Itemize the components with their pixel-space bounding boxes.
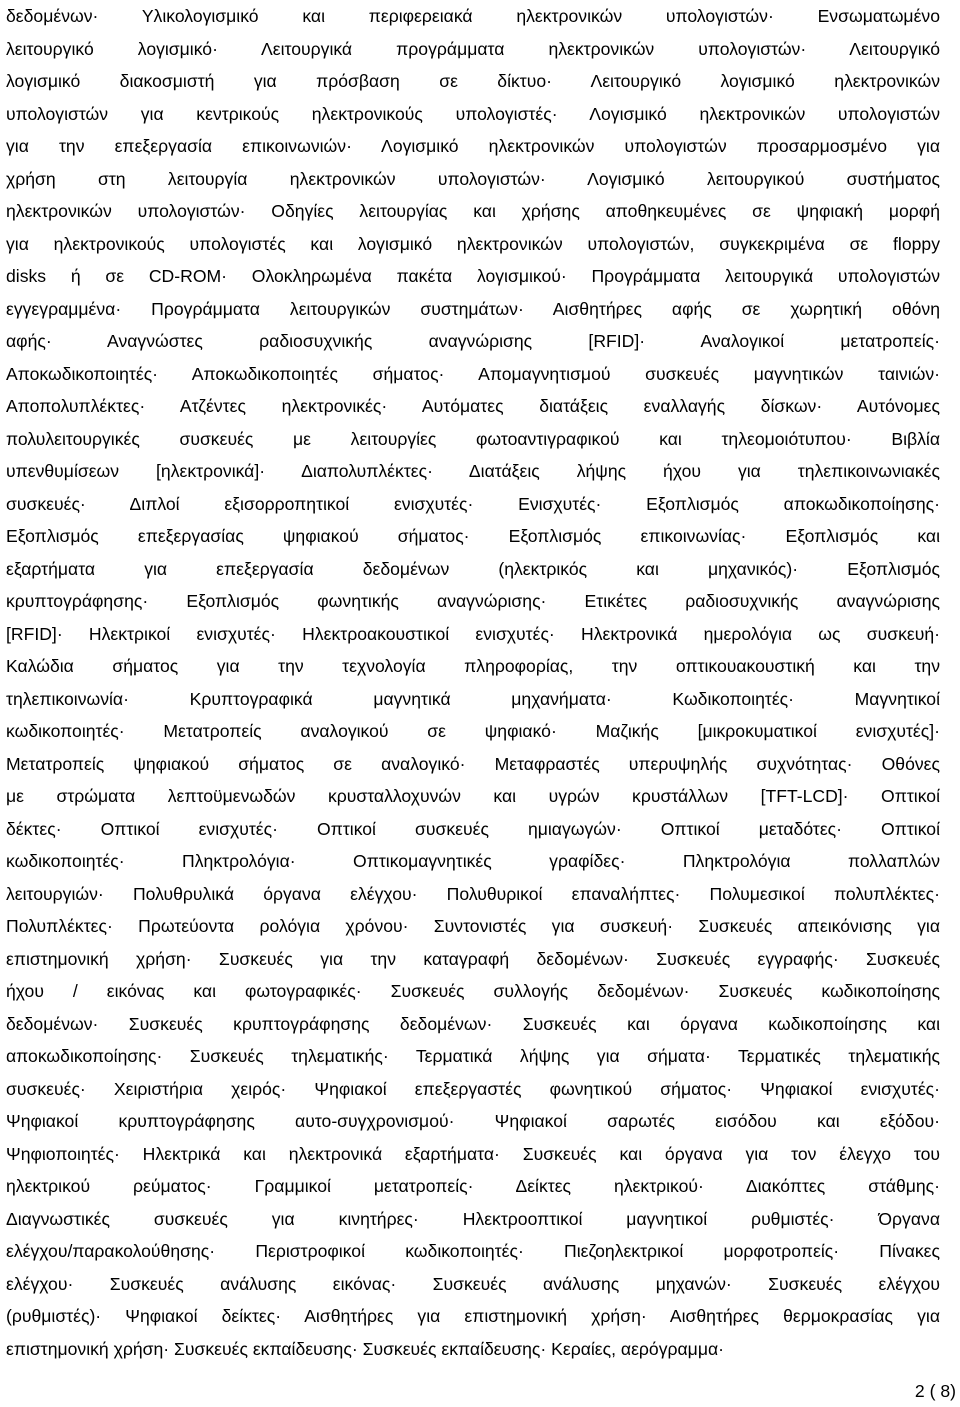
text-line: Αποπολυπλέκτες· Ατζέντες ηλεκτρονικές· Αυτόματες διατάξεις εναλλαγής δίσκων· Αυτόνομες — [6, 396, 940, 416]
text-line: εξαρτήματα για επεξεργασία δεδομένων (ηλεκτρικός και μηχανικός)· Εξοπλισμός — [6, 558, 940, 579]
text-line: εγγεγραμμένα· Προγράμματα λειτουργικών συστημάτων· Αισθητήρες αφής σε χωρητική οθόνη — [6, 298, 940, 319]
text-line: λειτουργιών· Πολυθρυλικά όργανα ελέγχου· Πολυθυρικοί επαναλήπτες· Πολυμεσικοί πολυπλέκτες· — [6, 883, 940, 904]
text-line: δεδομένων· Υλικολογισμικό και περιφερειακά ηλεκτρονικών υπολογιστών· Ενσωματωμένο — [6, 6, 940, 26]
text-line: Διαγνωστικές συσκευές για κινητήρες· Ηλεκτροοπτικοί μαγνητικοί ρυθμιστές· Όργανα — [6, 1208, 940, 1229]
text-line: κρυπτογράφησης· Εξοπλισμός φωνητικής αναγνώρισης· Ετικέτες ραδιοσυχνικής αναγνώρισης — [6, 591, 940, 611]
text-line: συσκευές· Χειριστήρια χειρός· Ψηφιακοί επεξεργαστές φωνητικού σήματος· Ψηφιακοί ενισχυτές· — [6, 1078, 940, 1099]
text-line: κωδικοποιητές· Μετατροπείς αναλογικού σε ψηφιακό· Μαζικής [μικροκυματικοί ενισχυτές]· — [6, 721, 940, 741]
text-line: με στρώματα λεπτοϋμενωδών κρυσταλλοχυνών και υγρών κρυστάλλων [TFT-LCD]· Οπτικοί — [6, 786, 940, 806]
text-line: ελέγχου· Συσκευές ανάλυσης εικόνας· Συσκευές ανάλυσης μηχανών· Συσκευές ελέγχου — [6, 1273, 940, 1294]
text-line: λειτουργικό λογισμικό· Λειτουργικά προγράμματα ηλεκτρονικών υπολογιστών· Λειτουργικό — [6, 38, 940, 59]
text-line: ηλεκτρονικών υπολογιστών· Οδηγίες λειτουργίας και χρήσης αποθηκευμένες σε ψηφιακή μορφή — [6, 201, 940, 221]
text-line: Μετατροπείς ψηφιακού σήματος σε αναλογικό· Μεταφραστές υπερυψηλής συχνότητας· Οθόνες — [6, 753, 940, 774]
text-line: Ψηφιακοί κρυπτογράφησης αυτο-συγχρονισμού· Ψηφιακοί σαρωτές εισόδου και εξόδου· — [6, 1111, 940, 1131]
document-body — [6, 0, 940, 1365]
text-line: Εξοπλισμός επεξεργασίας ψηφιακού σήματος· Εξοπλισμός επικοινωνίας· Εξοπλισμός και — [6, 526, 940, 546]
text-line: συσκευές· Διπλοί εξισορροπητικοί ενισχυτές· Ενισχυτές· Εξοπλισμός αποκωδικοποίησης· — [6, 493, 940, 514]
text-line: τηλεπικοινωνία· Κρυπτογραφικά μαγνητικά μηχανήματα· Κωδικοποιητές· Μαγνητικοί — [6, 688, 940, 709]
text-line: επιστημονική χρήση· Συσκευές εκπαίδευσης· Συσκευές εκπαίδευσης· Κεραίες, αερόγραμμα· — [6, 1338, 724, 1359]
text-line: κωδικοποιητές· Πληκτρολόγια· Οπτικομαγνητικές γραφίδες· Πληκτρολόγια πολλαπλών — [6, 851, 940, 871]
text-line: υπολογιστών για κεντρικούς ηλεκτρονικούς υπολογιστές· Λογισμικό ηλεκτρονικών υπολογιστών — [6, 103, 940, 124]
text-line: επιστημονική χρήση· Συσκευές για την καταγραφή δεδομένων· Συσκευές εγγραφής· Συσκευές — [6, 948, 940, 969]
page-number: 2 ( 8) — [914, 1381, 956, 1401]
text-line: αφής· Αναγνώστες ραδιοσυχνικής αναγνώρισης [RFID]· Αναλογικοί μετατροπείς· — [6, 331, 940, 351]
text-line: Καλώδια σήματος για την τεχνολογία πληροφορίας, την οπτικουακουστική και την — [6, 656, 940, 676]
text-line: πολυλειτουργικές συσκευές με λειτουργίες φωτοαντιγραφικού και τηλεομοιότυπου· Βιβλία — [6, 428, 940, 449]
text-line: υπενθυμίσεων [ηλεκτρονικά]· Διαπολυπλέκτες· Διατάξεις λήψης ήχου για τηλεπικοινωνιακές — [6, 461, 940, 481]
text-line: λογισμικό διακοσμιστή για πρόσβαση σε δίκτυο· Λειτουργικό λογισμικό ηλεκτρονικών — [6, 71, 940, 91]
text-line: disks ή σε CD-ROM· Ολοκληρωμένα πακέτα λογισμικού· Προγράμματα λειτουργικά υπολογιστών — [6, 266, 940, 286]
text-line: ήχου / εικόνας και φωτογραφικές· Συσκευές συλλογής δεδομένων· Συσκευές κωδικοποίησης — [6, 981, 940, 1001]
text-line: Ψηφιοποιητές· Ηλεκτρικά και ηλεκτρονικά εξαρτήματα· Συσκευές και όργανα για τον έλεγχο του — [6, 1143, 940, 1164]
text-line: Αποκωδικοποιητές· Αποκωδικοποιητές σήματος· Απομαγνητισμού συσκευές μαγνητικών ταινιών· — [6, 363, 940, 384]
text-line: για την επεξεργασία επικοινωνιών· Λογισμικό ηλεκτρονικών υπολογιστών προσαρμοσμένο για — [6, 136, 940, 156]
text-line: ηλεκτρικού ρεύματος· Γραμμικοί μετατροπείς· Δείκτες ηλεκτρικού· Διακόπτες στάθμης· — [6, 1176, 940, 1196]
text-line: χρήση στη λειτουργία ηλεκτρονικών υπολογιστών· Λογισμικό λειτουργικού συστήματος — [6, 168, 940, 189]
text-line: αποκωδικοποίησης· Συσκευές τηλεματικής· Τερματικά λήψης για σήματα· Τερματικές τηλεματικής — [6, 1046, 940, 1066]
text-line: για ηλεκτρονικούς υπολογιστές και λογισμικό ηλεκτρονικών υπολογιστών, συγκεκριμένα σε floppy — [6, 233, 940, 254]
text-line: δέκτες· Οπτικοί ενισχυτές· Οπτικοί συσκευές ημιαγωγών· Οπτικοί μεταδότες· Οπτικοί — [6, 818, 940, 839]
text-line: Πολυπλέκτες· Πρωτεύοντα ρολόγια χρόνου· Συντονιστές για συσκευή· Συσκευές απεικόνισης για — [6, 916, 940, 936]
text-line: (ρυθμιστές)· Ψηφιακοί δείκτες· Αισθητήρες για επιστημονική χρήση· Αισθητήρες θερμοκρασίας για — [6, 1306, 940, 1326]
text-line: [RFID]· Ηλεκτρικοί ενισχυτές· Ηλεκτροακουστικοί ενισχυτές· Ηλεκτρονικά ημερολόγια ως συσκευή· — [6, 623, 940, 644]
text-line: ελέγχου/παρακολούθησης· Περιστροφικοί κωδικοποιητές· Πιεζοηλεκτρικοί μορφοτροπείς· Πίνακες — [6, 1241, 940, 1261]
text-line: δεδομένων· Συσκευές κρυπτογράφησης δεδομένων· Συσκευές και όργανα κωδικοποίησης και — [6, 1013, 940, 1034]
